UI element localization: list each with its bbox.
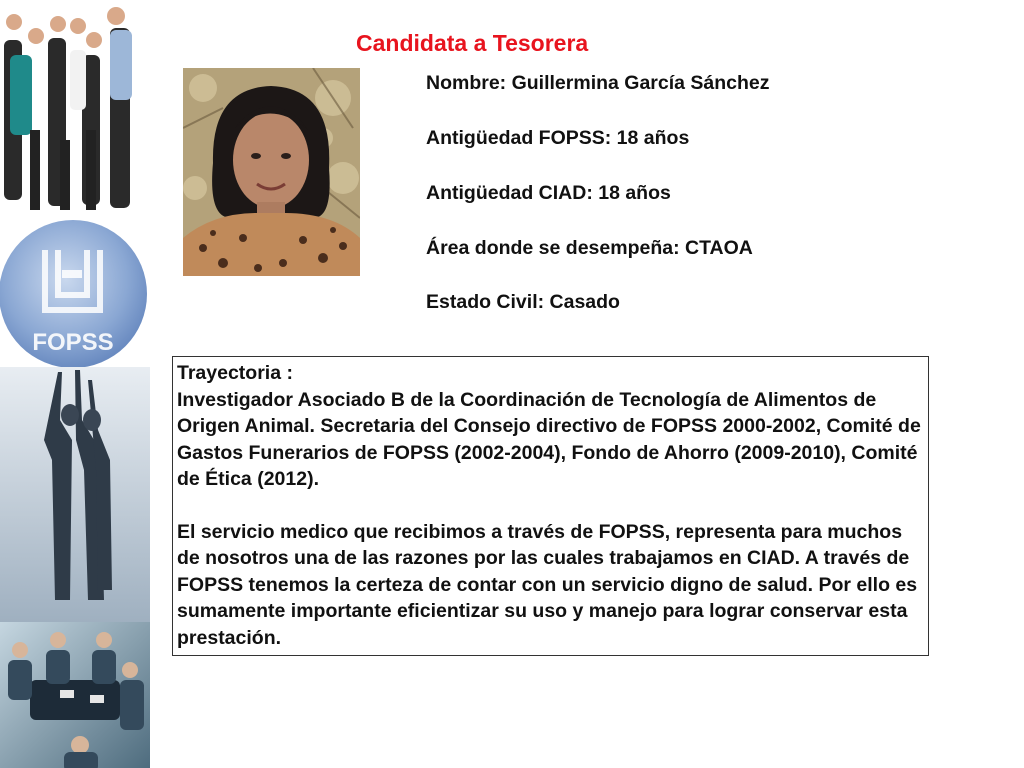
meeting-image bbox=[0, 622, 150, 768]
paragraph-gap bbox=[177, 493, 924, 519]
trajectory-box bbox=[172, 356, 929, 656]
candidate-photo bbox=[183, 68, 360, 276]
civil-status: Estado Civil: Casado bbox=[426, 291, 620, 313]
candidate-name: Nombre: Guillermina García Sánchez bbox=[426, 72, 770, 94]
service-statement: El servicio medico que recibimos a través de FOPSS, representa para muchos de nosotros una de las razones por las cuales trabajamos en CIAD. A través de FOPSS tenemos la certeza de contar con un servicio digno de salud. Por ello es sumamente importante eficientizar su uso y manejo para lograr conservar esta prestación. bbox=[177, 520, 918, 649]
fopss-seniority: Antigüedad FOPSS: 18 años bbox=[426, 127, 690, 149]
trajectory-heading: Trayectoria : bbox=[177, 362, 293, 384]
ciad-seniority: Antigüedad CIAD: 18 años bbox=[426, 182, 671, 204]
left-image-strip bbox=[0, 0, 150, 768]
business-group-image bbox=[0, 0, 150, 222]
logo-text: FOPSS bbox=[32, 329, 114, 356]
candidate-portrait bbox=[183, 68, 360, 276]
fopss-logo bbox=[0, 220, 150, 368]
work-area: Área donde se desempeña: CTAOA bbox=[426, 237, 753, 259]
page-title: Candidata a Tesorera bbox=[356, 30, 589, 56]
trajectory-text: Investigador Asociado B de la Coordinación de Tecnología de Alimentos de Origen Animal. Secretaria del Consejo directivo de FOPSS 2000-2002, Comité de Gastos Funerarios de FOPSS (2002-2004), Fondo de Ahorro (2009-2010), Comité de Ética (2012). bbox=[177, 388, 921, 490]
team-reaching-image bbox=[0, 367, 150, 622]
decorative-collage bbox=[0, 0, 150, 768]
